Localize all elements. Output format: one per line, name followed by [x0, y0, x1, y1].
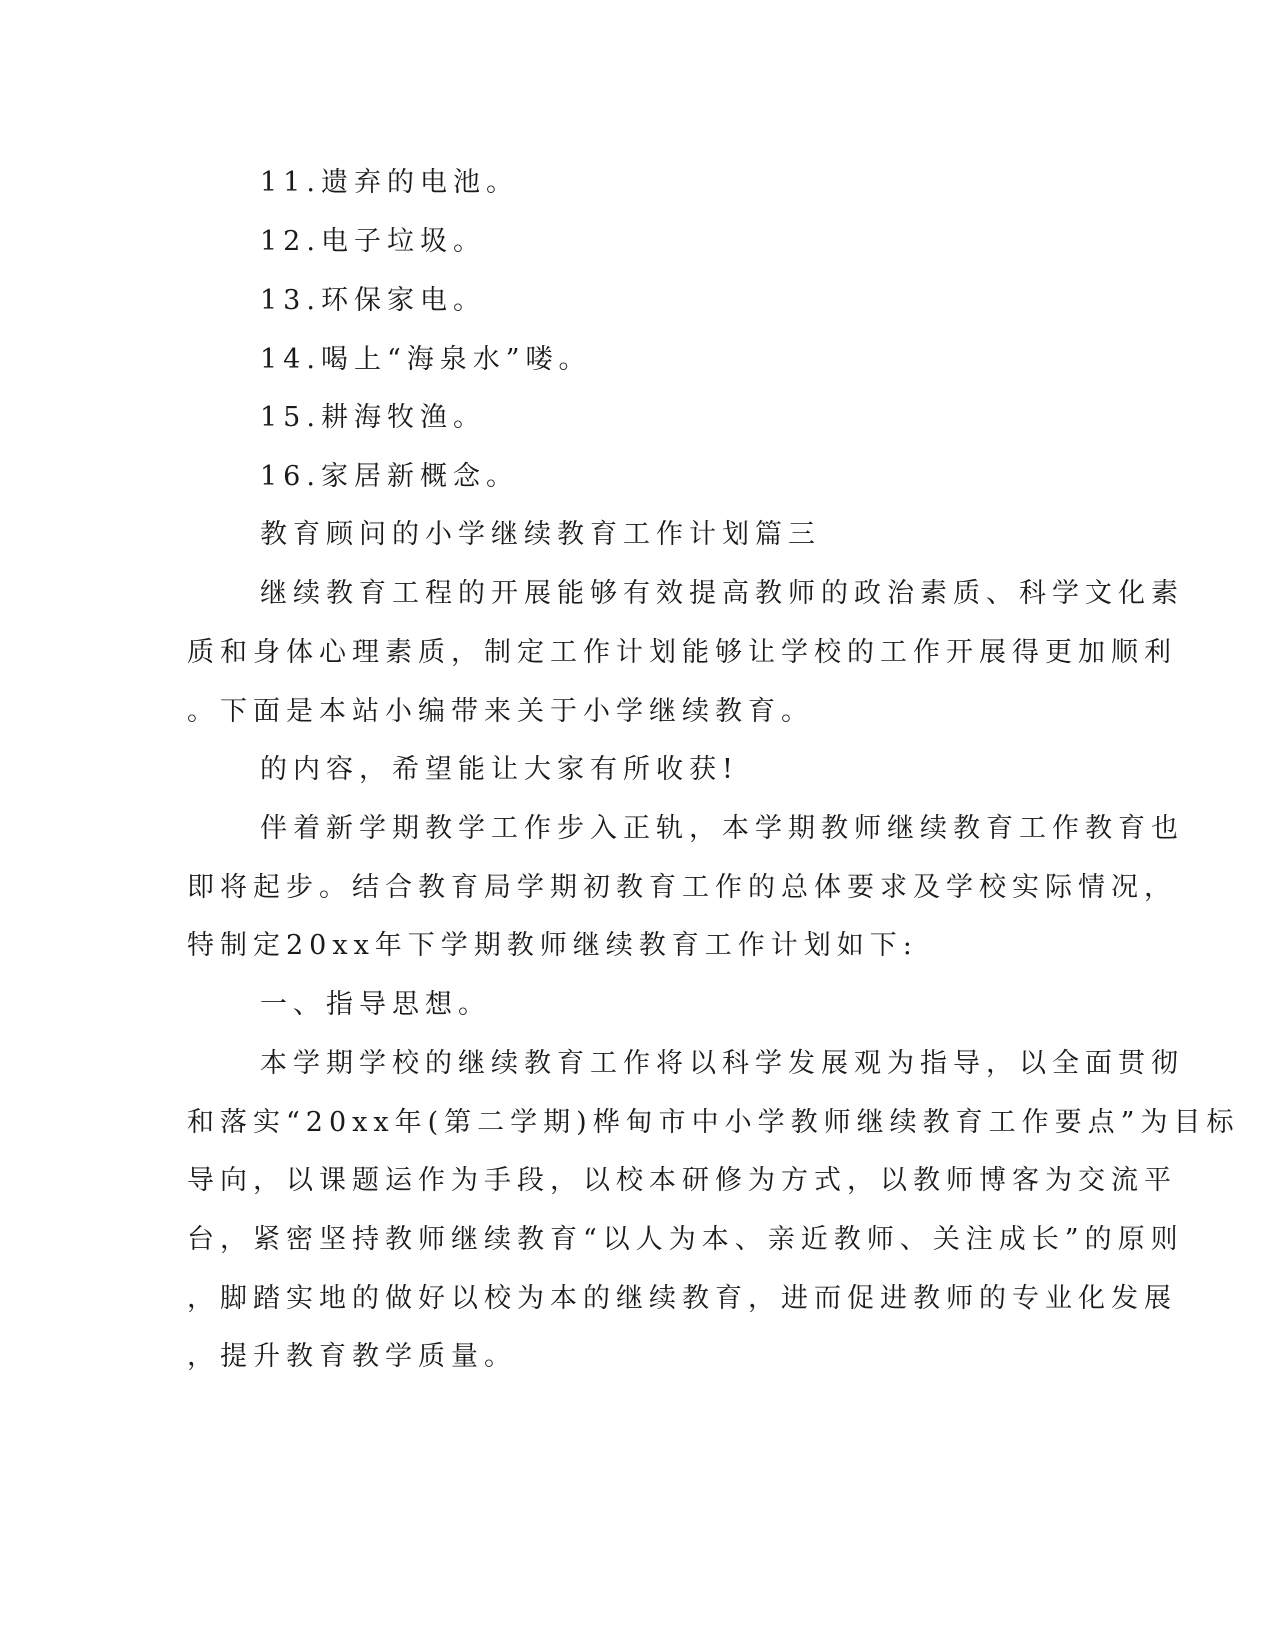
paragraph-line: 即将起步。结合教育局学期初教育工作的总体要求及学校实际情况， — [187, 872, 1177, 903]
paragraph-line: 伴着新学期教学工作步入正轨，本学期教师继续教育工作教育也 — [260, 813, 1184, 844]
paragraph-line: 特制定20xx年下学期教师继续教育工作计划如下: — [187, 930, 918, 961]
paragraph-line: 本学期学校的继续教育工作将以科学发展观为指导，以全面贯彻 — [260, 1048, 1184, 1079]
section-heading: 教育顾问的小学继续教育工作计划篇三 — [260, 519, 821, 550]
paragraph-line: 导向，以课题运作为手段，以校本研修为方式，以教师博客为交流平 — [187, 1165, 1177, 1196]
paragraph-line: 台，紧密坚持教师继续教育“以人为本、亲近教师、关注成长”的原则 — [187, 1224, 1184, 1255]
list-item-13: 13.环保家电。 — [260, 285, 486, 316]
paragraph-line: 质和身体心理素质，制定工作计划能够让学校的工作开展得更加顺利 — [187, 637, 1177, 668]
list-item-14: 14.喝上“海泉水”喽。 — [260, 344, 592, 375]
subsection-heading: 一、指导思想。 — [260, 989, 491, 1020]
paragraph-line: ，脚踏实地的做好以校为本的继续教育，进而促进教师的专业化发展 — [187, 1283, 1177, 1314]
paragraph-line: 和落实“20xx年(第二学期)桦甸市中小学教师继续教育工作要点”为目标 — [187, 1107, 1240, 1138]
list-item-11: 11.遗弃的电池。 — [260, 167, 519, 198]
paragraph-line: 的内容，希望能让大家有所收获! — [260, 754, 739, 785]
paragraph-line: ，提升教育教学质量。 — [187, 1341, 517, 1372]
paragraph-line: 继续教育工程的开展能够有效提高教师的政治素质、科学文化素 — [260, 578, 1184, 609]
paragraph-line: 。下面是本站小编带来关于小学继续教育。 — [187, 696, 814, 727]
list-item-16: 16.家居新概念。 — [260, 461, 519, 492]
list-item-15: 15.耕海牧渔。 — [260, 402, 486, 433]
list-item-12: 12.电子垃圾。 — [260, 226, 486, 257]
